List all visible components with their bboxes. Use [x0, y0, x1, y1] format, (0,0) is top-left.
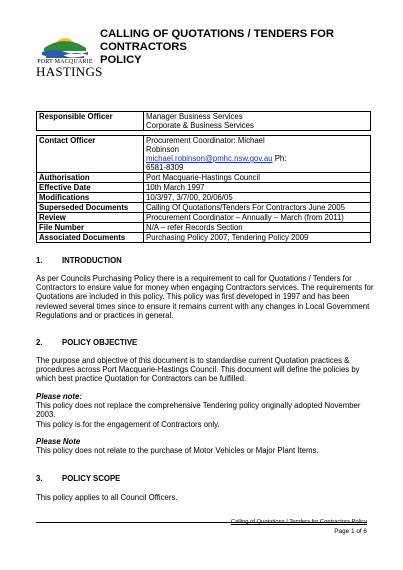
row-value-line: Procurement Coordinator: Michael — [146, 136, 265, 145]
row-key: Authorisation — [37, 173, 144, 183]
footer-divider — [36, 522, 367, 523]
note-1 — [36, 392, 376, 429]
row-value: Purchasing Policy 2007, Tendering Policy 2009 — [144, 233, 371, 243]
table-row — [37, 203, 371, 213]
title-line-1: CALLING OF QUOTATIONS / TENDERS FOR — [100, 28, 334, 40]
note-heading: Please note: — [36, 392, 82, 401]
policy-metadata-table — [36, 111, 371, 243]
introduction-body: As per Councils Purchasing Policy there is a requirement to call for Quotations / Tenders for Contractors to ensure value for money when engaging Contractors services. The requirements for Quotations are included in this policy. This policy was first developed in 1997 and has been reviewed several times since to ensure it remains current with any changes in Local Government Regulations and or practices in general. — [36, 274, 374, 320]
table-row — [37, 223, 371, 233]
row-key: Review — [37, 213, 144, 223]
note-text: This policy is for the engagement of Contractors only. — [36, 419, 220, 429]
table-row — [37, 213, 371, 223]
note-text: This policy does not relate to the purchase of Motor Vehicles or Major Plant Items. — [36, 446, 319, 456]
policy-objective-body: The purpose and objective of this document is to standardise current Quotation practices & procedures across Port Macquarie-Hastings Council. This document will define the policies by which best practice Quotation for Contractors can be fulfilled. — [36, 356, 360, 384]
note-text: This policy does not replace the comprehensive Tendering policy originally adopted November 2003. — [36, 401, 361, 420]
row-value-line: Corporate & Business Services — [146, 121, 254, 130]
table-row — [37, 173, 371, 183]
note-heading: Please Note — [36, 437, 81, 446]
row-value-line — [146, 154, 368, 163]
row-value: 10/3/97, 3/7/00, 20/06/05 — [144, 193, 371, 203]
row-value: 10th March 1997 — [144, 183, 371, 193]
section-heading-policy-scope — [36, 474, 120, 483]
section-heading-policy-objective — [36, 338, 137, 347]
row-key: Modifications — [37, 193, 144, 203]
section-number: 3. — [36, 474, 43, 483]
row-value — [144, 136, 371, 173]
note-2 — [36, 437, 376, 455]
section-number: 2. — [36, 338, 43, 347]
table-row — [37, 193, 371, 203]
row-value: N/A – refer Records Section — [144, 223, 371, 233]
row-key: Responsible Officer — [37, 112, 144, 131]
section-title: POLICY OBJECTIVE — [62, 338, 138, 347]
table-row — [37, 183, 371, 193]
footer-document-title: Calling of Quotations / Tenders for Contractors Policy — [230, 519, 367, 525]
row-key: Associated Documents — [37, 233, 144, 243]
row-value-line: Robinson — [146, 145, 179, 154]
row-key: Superseded Documents — [37, 203, 144, 213]
council-logo — [36, 28, 103, 84]
row-key: Effective Date — [37, 183, 144, 193]
table-row — [37, 112, 371, 131]
footer-page-number: Page 1 of 6 — [334, 528, 367, 535]
section-heading-introduction — [36, 256, 122, 265]
email-link[interactable]: michael.robinson@pmhc.nsw.gov.au — [146, 154, 273, 163]
row-value — [144, 112, 371, 131]
title-line-3: POLICY — [100, 54, 142, 66]
table-row — [37, 136, 371, 173]
section-number: 1. — [36, 256, 43, 265]
phone-number: 6581-8309 — [146, 163, 184, 172]
logo-emblem-icon — [36, 28, 94, 58]
table-row — [37, 233, 371, 243]
policy-scope-body: This policy applies to all Council Officers. — [36, 493, 178, 502]
row-value: Port Macquarie-Hastings Council — [144, 173, 371, 183]
logo-text-line2: HASTINGS — [36, 64, 103, 79]
phone-label: Ph: — [272, 154, 287, 163]
row-value-line: Manager Business Services — [146, 112, 243, 121]
section-title: POLICY SCOPE — [62, 474, 121, 483]
section-title: INTRODUCTION — [62, 256, 122, 265]
row-value: Procurement Coordinator – Annually – March (from 2011) — [144, 213, 371, 223]
title-line-2: CONTRACTORS — [100, 41, 187, 53]
row-key: Contact Officer — [37, 136, 144, 173]
logo-text-line1: PORT MACQUARIE — [37, 59, 93, 65]
row-value: Calling Of Quotations/Tenders For Contractors June 2005 — [144, 203, 371, 213]
document-title — [100, 28, 360, 67]
row-key: File Number — [37, 223, 144, 233]
